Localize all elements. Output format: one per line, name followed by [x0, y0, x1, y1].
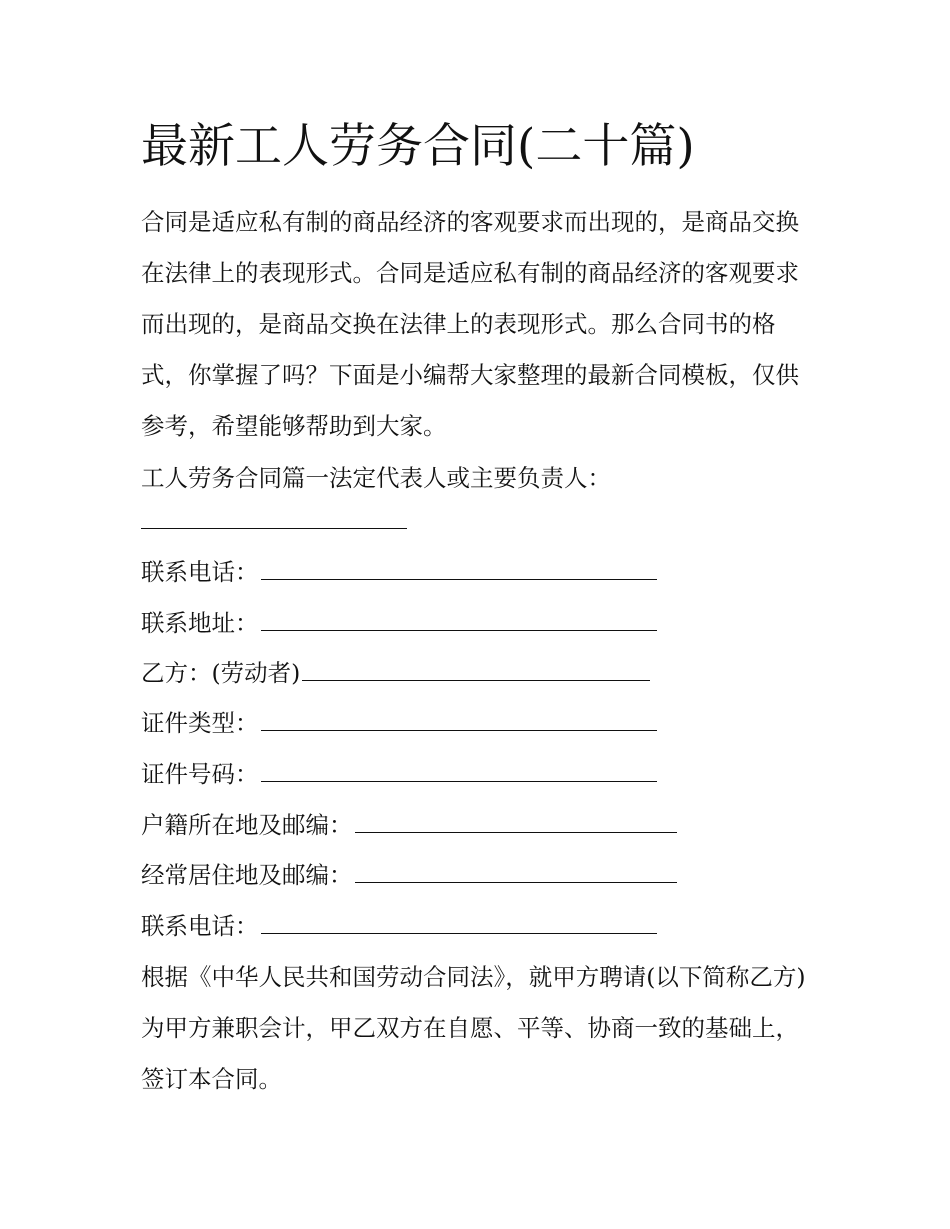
field-label: 户籍所在地及邮编： [141, 811, 353, 839]
field-contact-phone [141, 546, 657, 598]
field-residence-postcode [141, 849, 677, 901]
fill-in-blank [261, 597, 657, 631]
fill-in-blank [355, 799, 677, 833]
fill-in-blank [355, 849, 677, 883]
field-label: 联系地址： [141, 609, 259, 637]
field-label: 证件号码： [141, 760, 259, 788]
field-party-b [141, 647, 650, 699]
closing-paragraph: 根据《中华人民共和国劳动合同法》，就甲方聘请(以下简称乙方)为甲方兼职会计，甲乙双方在自愿、平等、协商一致的基础上，签订本合同。 [141, 963, 806, 1093]
field-contact-address [141, 597, 657, 649]
field-label: 证件类型： [141, 709, 259, 737]
field-label: 乙方：(劳动者) [141, 659, 301, 687]
field-id-type [141, 697, 657, 749]
fill-in-blank [302, 647, 650, 681]
fill-in-blank [261, 546, 657, 580]
field-label: 经常居住地及邮编： [141, 861, 353, 889]
field-contact-phone-2 [141, 900, 657, 952]
field-label: 联系电话： [141, 912, 259, 940]
section-heading: 工人劳务合同篇一法定代表人或主要负责人： [141, 464, 611, 492]
field-label: 联系电话： [141, 558, 259, 586]
intro-paragraph: 合同是适应私有制的商品经济的客观要求而出现的，是商品交换在法律上的表现形式。合同是适应私有制的商品经济的客观要求而出现的，是商品交换在法律上的表现形式。那么合同书的格式，你掌握了吗？下面是小编帮大家整理的最新合同模板，仅供参考，希望能够帮助到大家。 [141, 208, 799, 440]
fill-in-blank [261, 748, 657, 782]
fill-in-blank [261, 697, 657, 731]
representative-blank-line [141, 528, 407, 529]
document-title: 最新工人劳务合同(二十篇) [141, 119, 695, 174]
field-hukou-postcode [141, 799, 677, 851]
fill-in-blank [261, 900, 657, 934]
field-id-number [141, 748, 657, 800]
